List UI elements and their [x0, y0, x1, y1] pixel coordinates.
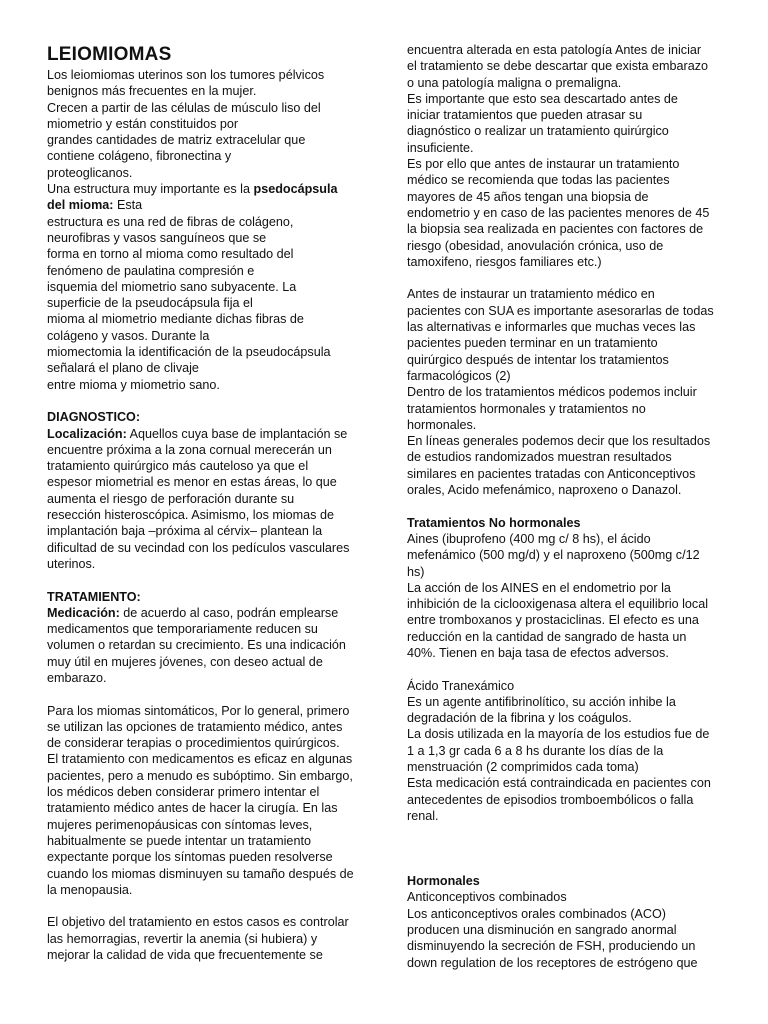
text-line: degradación de la fibrina y los coágulos. — [407, 711, 632, 726]
text-line: disminuyendo la secreción de FSH, produciendo un — [407, 939, 696, 954]
subheading-anticonceptivos: Anticonceptivos combinados — [407, 890, 567, 905]
text-line: insuficiente. — [407, 140, 474, 155]
text-line: producen una disminución en sangrado anormal — [407, 923, 677, 938]
text-line: quirúrgico después de intentar los tratamientos — [407, 352, 669, 367]
text-line — [47, 181, 367, 197]
text-line: la biopsia sea realizada en pacientes con factores de — [407, 222, 704, 237]
text-line: Aines (ibuprofeno (400 mg c/ 8 hs), el ácido — [407, 531, 651, 546]
right-column — [407, 42, 727, 971]
text-line: de estudios randomizados muestran resultados — [407, 450, 672, 465]
text-line: miometrio y están constituidos por — [47, 116, 239, 131]
text-line: antecedentes de episodios tromboembólicos o falla — [407, 792, 694, 807]
text-line: encuentre próxima a la zona cornual merecerán un — [47, 442, 332, 457]
text-line: farmacológicos (2) — [407, 368, 511, 383]
text-line: La dosis utilizada en la mayoría de los estudios fue de — [407, 727, 710, 742]
text-line: expectante porque los síntomas pueden resolverse — [47, 850, 333, 865]
text-line: El tratamiento con medicamentos es eficaz en algunas — [47, 752, 353, 767]
inline-heading-medicacion: Medicación: — [47, 605, 120, 620]
text-line: iniciar tratamientos que pueden atrasar su — [407, 108, 643, 123]
text-run: de acuerdo al caso, podrán emplearse — [119, 605, 339, 620]
text-line: menstruación (2 comprimidos cada toma) — [407, 760, 639, 775]
text-line: El objetivo del tratamiento en estos casos es controlar — [47, 915, 349, 930]
text-line: 1 a 1,3 gr cada 6 a 8 hs durante los días de la — [407, 743, 664, 758]
text-line — [47, 426, 367, 442]
text-line: medicamentos que temporariamente reducen su — [47, 622, 318, 637]
text-line: embarazo. — [47, 670, 107, 685]
text-line: tratamiento quirúrgico más cauteloso ya que el — [47, 459, 309, 474]
text-line: los médicos deben considerar primero intentar el — [47, 785, 320, 800]
text-line: Es importante que esto sea descartado antes de — [407, 91, 678, 106]
text-line: el tratamiento se debe descartar que exista embarazo — [407, 59, 709, 74]
text-line: implantación baja –próxima al cérvix– plantean la — [47, 524, 323, 539]
text-line: riesgo (obesidad, anovulación crónica, uso de — [407, 238, 664, 253]
text-line: neurofibras y vasos sanguíneos que se — [47, 230, 267, 245]
text-line: se utilizan las opciones de tratamiento médico, antes — [47, 719, 343, 734]
text-line: tratamientos hormonales y tratamientos no — [407, 401, 646, 416]
text-line: hs) — [407, 564, 425, 579]
text-line: uterinos. — [47, 556, 96, 571]
text-line: entre tromboxanos y prostaciclinas. El efecto es una — [407, 613, 699, 628]
text-line: mejorar la calidad de vida que frecuentemente se — [47, 948, 323, 963]
text-line: Esta medicación está contraindicada en pacientes con — [407, 776, 711, 791]
text-line: benignos más frecuentes en la mujer. — [47, 84, 257, 99]
text-line: Dentro de los tratamientos médicos podemos incluir — [407, 385, 697, 400]
text-run: Aquellos cuya base de implantación se — [126, 426, 348, 441]
text-line: mujeres perimenopáusicas con síntomas leves, — [47, 817, 313, 832]
text-line: mefenámico (500 mg/d) y el naproxeno (500mg c/12 — [407, 548, 700, 563]
text-line: resección histeroscópica. Asimismo, los miomas de — [47, 508, 334, 523]
document-title: LEIOMIOMAS — [47, 44, 172, 65]
text-line: grandes cantidades de matriz extracelular que — [47, 133, 306, 148]
text-line: cuando los miomas disminuyen su tamaño después de — [47, 866, 354, 881]
text-line: mioma al miometrio mediante dichas fibras de — [47, 312, 304, 327]
text-line: dificultad de su vecindad con los pedículos vasculares — [47, 540, 350, 555]
pseudocapsule-term-cont: del mioma: — [47, 198, 114, 213]
paragraph-gap — [407, 661, 727, 677]
paragraph-gap — [407, 270, 727, 286]
text-line: aumenta el riesgo de perforación durante su — [47, 491, 295, 506]
paragraph-gap — [47, 393, 367, 409]
text-line: reducción en la cantidad de sangrado de hasta un — [407, 629, 687, 644]
text-line: de considerar terapias o procedimientos quirúrgicos. — [47, 736, 340, 751]
text-line: isquemia del miometrio sano subyacente. La — [47, 279, 297, 294]
text-line: pacientes pueden terminar en un tratamiento — [407, 336, 658, 351]
text-line: Los leiomiomas uterinos son los tumores pélvicos — [47, 68, 325, 82]
inline-heading-localizacion: Localización: — [47, 426, 127, 441]
paragraph-gap — [407, 857, 727, 873]
text-line: estructura es una red de fibras de colágeno, — [47, 214, 294, 229]
section-heading-hormonales: Hormonales — [407, 874, 480, 889]
text-line: espesor miometrial es menor en estas áreas, lo que — [47, 475, 337, 490]
text-line: superficie de la pseudocápsula fija el — [47, 296, 253, 311]
text-line: tamoxifeno, riesgos familiares etc.) — [407, 254, 602, 269]
text-run: Una estructura muy importante es la — [47, 182, 254, 197]
text-line: la menopausia. — [47, 882, 133, 897]
text-line: tratamiento médico antes de hacer la cirugía. En las — [47, 801, 338, 816]
paragraph-gap — [407, 841, 727, 857]
text-line: Antes de instaurar un tratamiento médico en — [407, 287, 655, 302]
section-heading-no-hormonales: Tratamientos No hormonales — [407, 515, 581, 530]
text-line: habitualmente se puede intentar un tratamiento — [47, 833, 311, 848]
text-line: similares en pacientes tratadas con Anticonceptivos — [407, 466, 696, 481]
text-line: médico se recomienda que todas las pacientes — [407, 173, 670, 188]
text-line: las alternativas e informarles que muchas veces las — [407, 320, 696, 335]
text-line: colágeno y vasos. Durante la — [47, 328, 210, 343]
text-line: La acción de los AINES en el endometrio por la — [407, 580, 671, 595]
text-line: pacientes con SUA es importante asesorarlas de todas — [407, 303, 714, 318]
text-line: o una patología maligna o premaligna. — [407, 75, 622, 90]
text-line: En líneas generales podemos decir que los resultados — [407, 434, 711, 449]
text-line: Es un agente antifibrinolítico, su acción inhibe la — [407, 694, 676, 709]
text-line: encuentra alterada en esta patología Antes de iniciar — [407, 43, 702, 57]
text-line: renal. — [407, 808, 439, 823]
text-line: las hemorragias, revertir la anemia (si hubiera) y — [47, 931, 318, 946]
text-line: volumen o retardan su crecimiento. Es una indicación — [47, 638, 346, 653]
text-line: miomectomia la identificación de la pseudocápsula — [47, 345, 331, 360]
text-line: pacientes, pero a menudo es subóptimo. Sin embargo, — [47, 768, 353, 783]
text-line: Es por ello que antes de instaurar un tratamiento — [407, 157, 680, 172]
text-line: Para los miomas sintomáticos, Por lo general, primero — [47, 703, 350, 718]
paragraph-gap — [47, 898, 367, 914]
text-line: forma en torno al mioma como resultado del — [47, 247, 294, 262]
section-heading-tratamiento: TRATAMIENTO: — [47, 589, 141, 604]
left-column — [47, 44, 367, 963]
text-line: 40%. Tienen en baja tasa de efectos adversos. — [407, 645, 669, 660]
text-line: endometrio y en caso de las pacientes menores de 45 — [407, 205, 710, 220]
text-run: Esta — [113, 198, 143, 213]
text-line: Los anticonceptivos orales combinados (ACO) — [407, 906, 666, 921]
section-heading-diagnostico: DIAGNOSTICO: — [47, 410, 141, 425]
text-line: inhibición de la ciclooxigenasa altera el equilibrio local — [407, 597, 709, 612]
text-line: proteoglicanos. — [47, 165, 133, 180]
text-line: orales, Acido mefenámico, naproxeno o Danazol. — [407, 483, 682, 498]
text-line — [47, 197, 367, 213]
text-line: muy útil en mujeres jóvenes, con deseo actual de — [47, 654, 323, 669]
text-line: entre mioma y miometrio sano. — [47, 377, 220, 392]
paragraph-gap — [47, 572, 367, 588]
paragraph-gap — [407, 498, 727, 514]
pseudocapsule-term: psedocápsula — [253, 182, 338, 197]
text-line: diagnóstico o realizar un tratamiento quirúrgico — [407, 124, 669, 139]
text-line: fenómeno de paulatina compresión e — [47, 263, 255, 278]
text-line: señalará el plano de clivaje — [47, 361, 199, 376]
text-line — [47, 605, 367, 621]
text-line: contiene colágeno, fibronectina y — [47, 149, 232, 164]
text-line: hormonales. — [407, 417, 477, 432]
subheading-acido-tranexamico: Ácido Tranexámico — [407, 678, 515, 693]
paragraph-gap — [407, 824, 727, 840]
text-line: Crecen a partir de las células de músculo liso del — [47, 100, 321, 115]
text-line: mayores de 45 años tengan una biopsia de — [407, 189, 649, 204]
paragraph-gap — [47, 686, 367, 702]
text-line: down regulation de los receptores de estrógeno que — [407, 955, 698, 970]
